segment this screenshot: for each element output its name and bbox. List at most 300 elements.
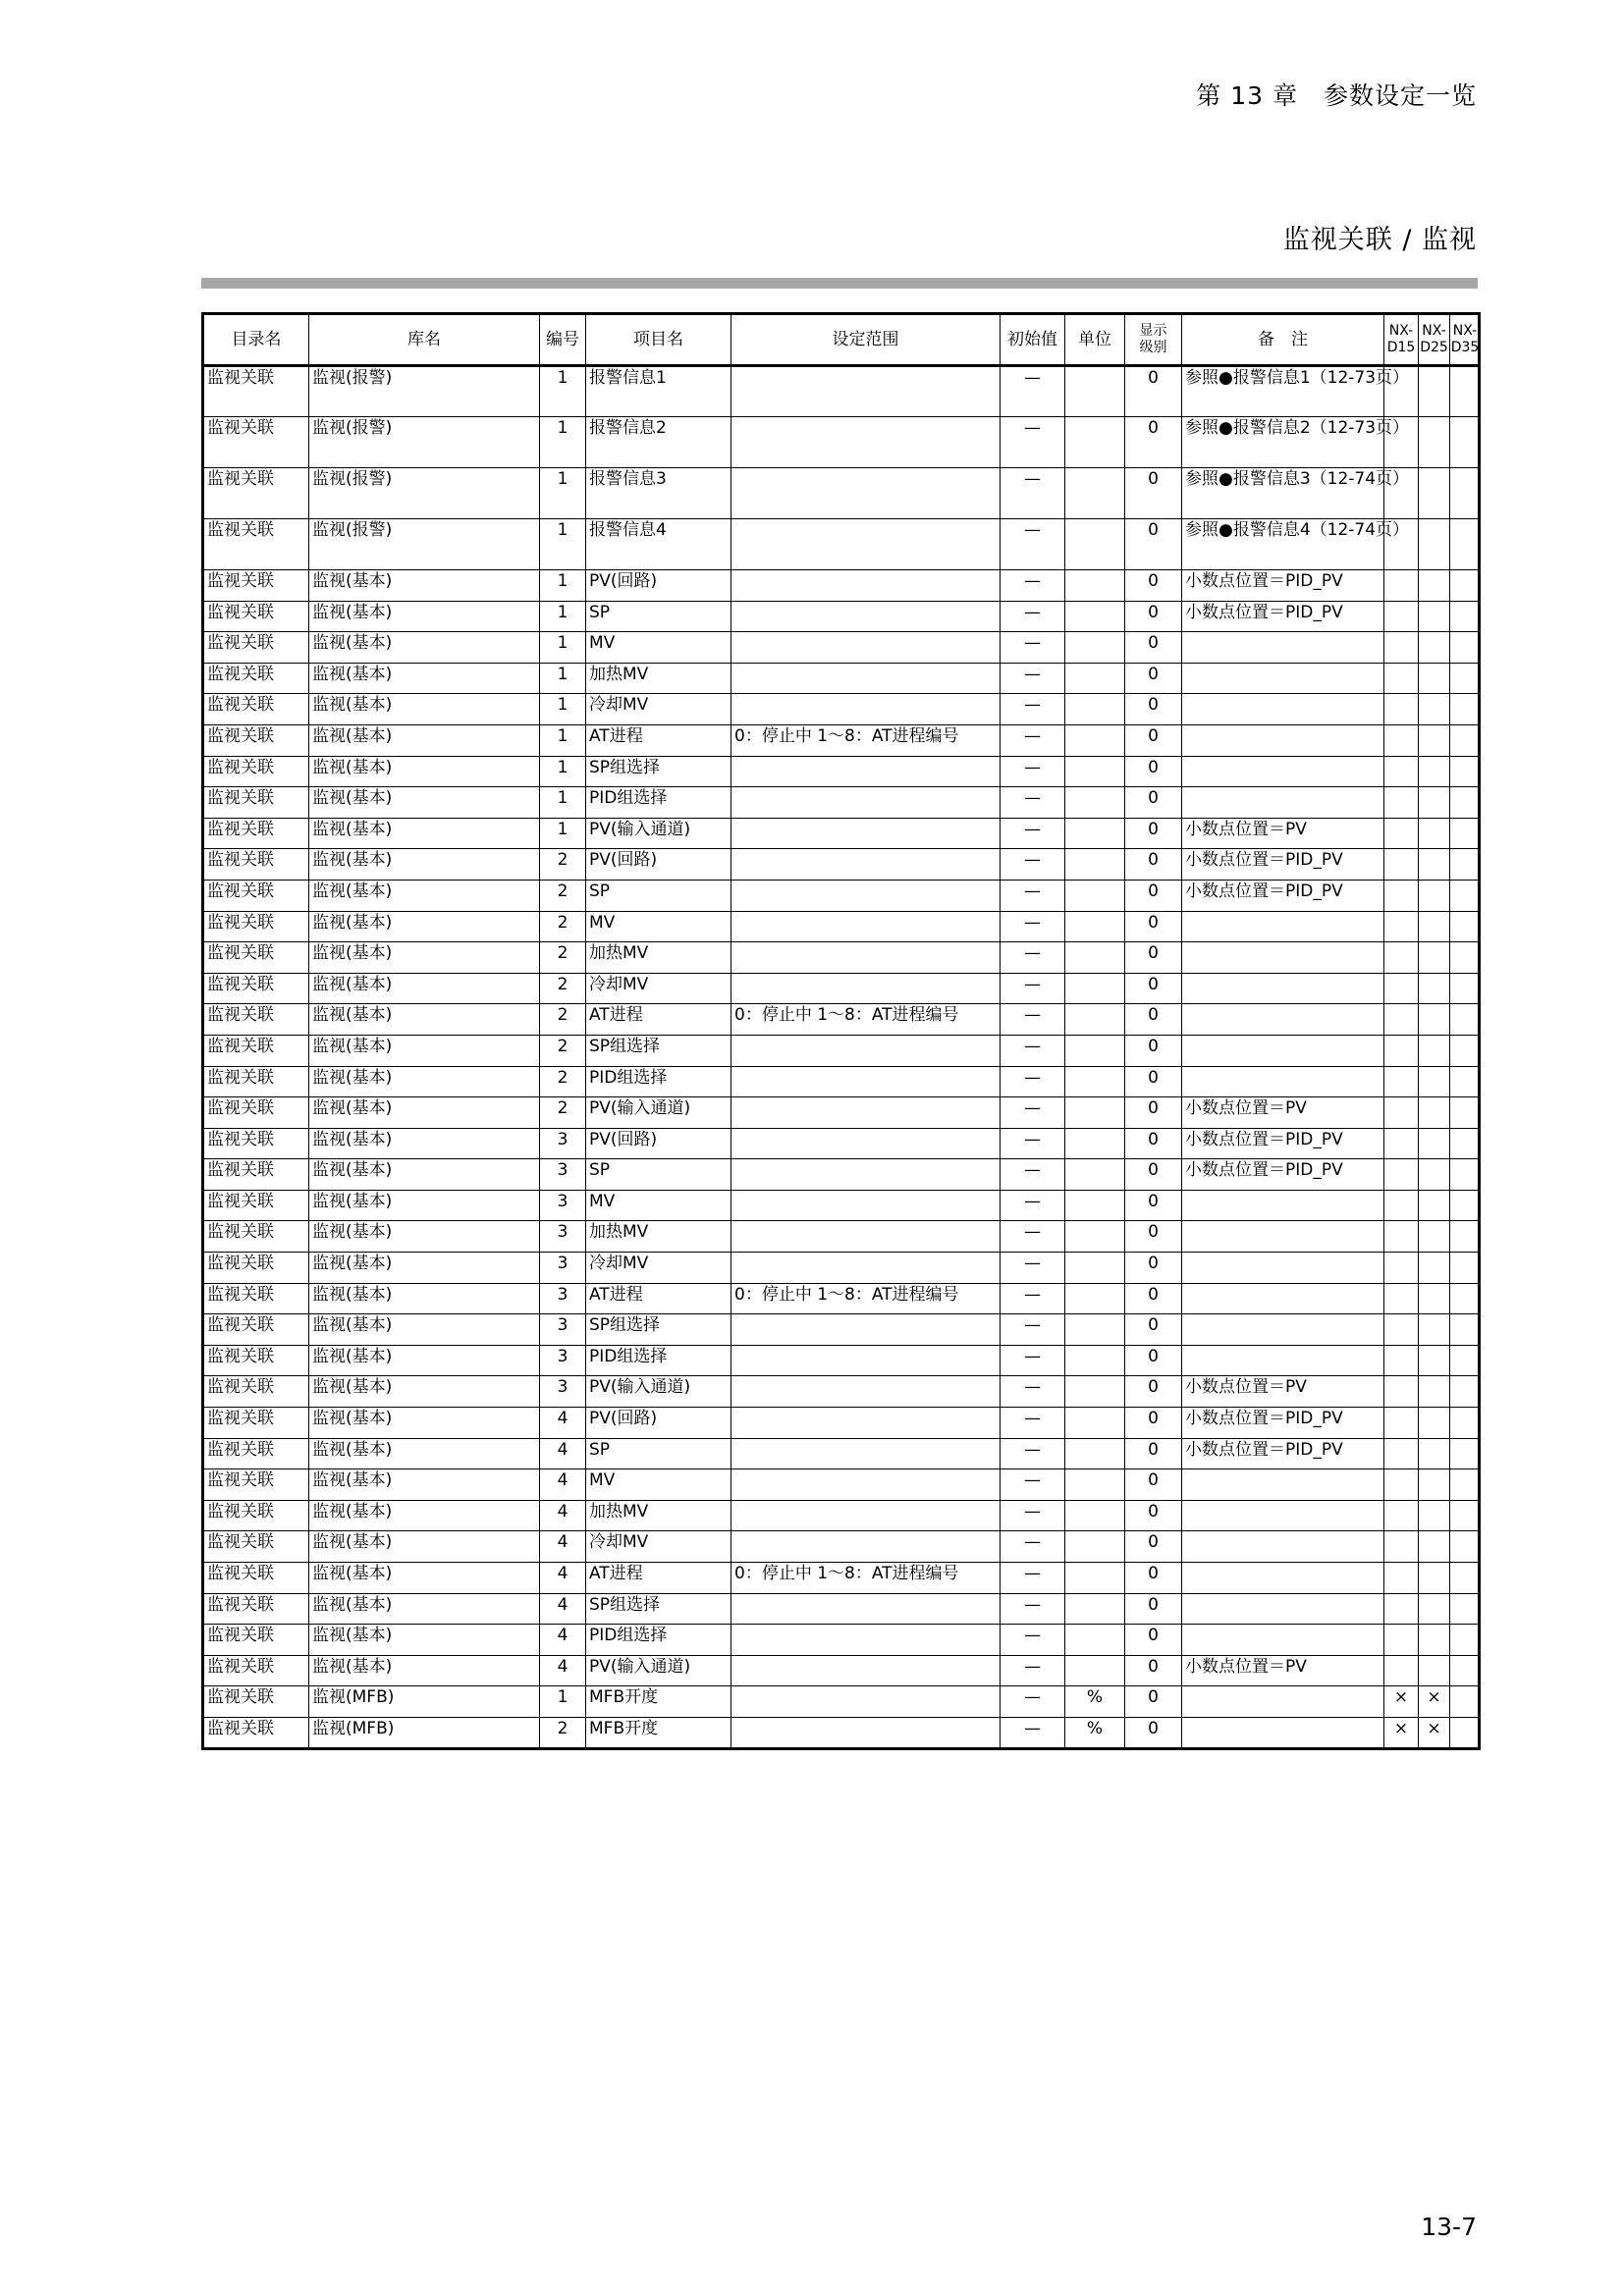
table-row	[203, 1376, 1480, 1408]
table-cell	[1065, 787, 1125, 819]
table-cell	[731, 1035, 1001, 1066]
table-cell: 监视(基本)	[309, 787, 540, 819]
table-row	[203, 1593, 1480, 1625]
table-cell	[1419, 366, 1450, 417]
table-cell	[1450, 694, 1480, 725]
table-cell	[1419, 1531, 1450, 1563]
table-cell	[1419, 1097, 1450, 1129]
table-cell: 0：停止中 1～8：AT进程编号	[731, 1563, 1001, 1594]
table-cell: 小数点位置＝PID_PV	[1182, 1128, 1384, 1159]
table-cell: 1	[540, 601, 586, 632]
table-cell	[1450, 1314, 1480, 1346]
table-cell: 监视(基本)	[309, 1159, 540, 1191]
table-cell: 报警信息3	[586, 468, 731, 519]
table-cell	[1065, 1345, 1125, 1376]
table-cell: 1	[540, 787, 586, 819]
table-cell: 0	[1125, 1593, 1182, 1625]
table-cell	[1419, 942, 1450, 974]
table-cell	[1450, 468, 1480, 519]
table-cell	[1065, 1438, 1125, 1469]
table-row	[203, 1314, 1480, 1346]
table-cell: 3	[540, 1376, 586, 1408]
table-cell: 0	[1125, 1376, 1182, 1408]
table-cell: 0	[1125, 519, 1182, 570]
table-cell	[1065, 911, 1125, 942]
table-cell: 2	[540, 942, 586, 974]
table-cell	[1182, 1035, 1384, 1066]
table-cell	[1450, 1686, 1480, 1718]
table-cell: —	[1001, 417, 1065, 468]
table-cell	[1419, 1408, 1450, 1439]
table-cell: —	[1001, 1221, 1065, 1253]
table-cell	[731, 1717, 1001, 1748]
table-cell: 监视(基本)	[309, 849, 540, 881]
table-cell: 监视(报警)	[309, 519, 540, 570]
table-cell	[731, 1469, 1001, 1501]
table-cell: 2	[540, 1004, 586, 1036]
table-cell: 监视(基本)	[309, 1376, 540, 1408]
table-cell	[1419, 911, 1450, 942]
table-cell: 监视(基本)	[309, 1531, 540, 1563]
table-cell: 0	[1125, 1097, 1182, 1129]
table-cell: 监视关联	[203, 1035, 309, 1066]
table-cell: 参照●报警信息2（12-73页）	[1182, 417, 1384, 468]
table-cell: PV(输入通道)	[586, 818, 731, 849]
table-cell	[1450, 1283, 1480, 1314]
table-cell: 监视关联	[203, 519, 309, 570]
table-cell	[1384, 601, 1419, 632]
table-cell	[1384, 973, 1419, 1004]
table-cell	[1450, 366, 1480, 417]
table-cell: PID组选择	[586, 787, 731, 819]
table-cell	[1450, 1345, 1480, 1376]
table-cell	[1450, 1717, 1480, 1748]
table-cell	[731, 1128, 1001, 1159]
table-cell	[1065, 632, 1125, 664]
table-cell: —	[1001, 1066, 1065, 1097]
table-cell	[1065, 417, 1125, 468]
table-cell: 0	[1125, 570, 1182, 602]
table-cell: 3	[540, 1190, 586, 1221]
col-header: 目录名	[203, 314, 309, 366]
table-cell	[731, 1438, 1001, 1469]
table-cell: PV(回路)	[586, 1128, 731, 1159]
table-cell	[1182, 1190, 1384, 1221]
table-cell: PV(回路)	[586, 1408, 731, 1439]
table-cell: 1	[540, 1686, 586, 1718]
table-cell: 0：停止中 1～8：AT进程编号	[731, 1283, 1001, 1314]
table-cell: 监视(报警)	[309, 417, 540, 468]
table-cell	[1182, 1314, 1384, 1346]
table-cell: 监视关联	[203, 417, 309, 468]
table-cell: —	[1001, 1438, 1065, 1469]
col-header: NX-D15	[1384, 314, 1419, 366]
table-cell	[1450, 1066, 1480, 1097]
table-cell: —	[1001, 1655, 1065, 1686]
header-divider	[201, 278, 1478, 289]
table-cell	[1065, 468, 1125, 519]
table-cell: 监视关联	[203, 756, 309, 787]
table-cell: 1	[540, 570, 586, 602]
table-cell	[1065, 1253, 1125, 1284]
table-cell: 小数点位置＝PID_PV	[1182, 570, 1384, 602]
table-cell	[731, 468, 1001, 519]
table-cell: ×	[1384, 1717, 1419, 1748]
table-cell	[1182, 911, 1384, 942]
table-cell: 监视(基本)	[309, 1283, 540, 1314]
table-cell: 0	[1125, 1408, 1182, 1439]
table-cell	[1182, 1593, 1384, 1625]
table-cell	[1450, 663, 1480, 694]
table-cell: SP	[586, 880, 731, 911]
table-cell: —	[1001, 1253, 1065, 1284]
table-cell: 0	[1125, 366, 1182, 417]
table-cell: 1	[540, 694, 586, 725]
table-cell: 监视(基本)	[309, 1655, 540, 1686]
table-cell: 监视关联	[203, 1004, 309, 1036]
table-cell	[1384, 663, 1419, 694]
table-cell: —	[1001, 942, 1065, 974]
table-cell	[731, 694, 1001, 725]
table-cell	[731, 1314, 1001, 1346]
table-cell: —	[1001, 1625, 1065, 1656]
table-cell: PV(回路)	[586, 570, 731, 602]
table-cell: 0	[1125, 1035, 1182, 1066]
table-cell: 4	[540, 1593, 586, 1625]
table-cell: 监视关联	[203, 1717, 309, 1748]
table-cell	[1450, 1004, 1480, 1036]
table-cell: 小数点位置＝PV	[1182, 1097, 1384, 1129]
table-cell: 监视关联	[203, 1221, 309, 1253]
table-cell	[1065, 1408, 1125, 1439]
table-cell	[1182, 1500, 1384, 1531]
table-cell	[1065, 1376, 1125, 1408]
table-header-row	[203, 314, 1480, 366]
table-cell: 小数点位置＝PV	[1182, 818, 1384, 849]
table-cell: 监视关联	[203, 1128, 309, 1159]
table-cell: 0	[1125, 849, 1182, 881]
table-cell	[1065, 519, 1125, 570]
table-cell: 0	[1125, 1190, 1182, 1221]
table-cell: %	[1065, 1686, 1125, 1718]
table-cell: 监视关联	[203, 1283, 309, 1314]
table-cell	[1384, 880, 1419, 911]
table-cell: 监视关联	[203, 1190, 309, 1221]
table-cell: MFB开度	[586, 1717, 731, 1748]
table-cell	[1384, 1283, 1419, 1314]
table-cell	[1065, 818, 1125, 849]
table-cell	[1384, 1035, 1419, 1066]
table-cell	[1065, 756, 1125, 787]
table-cell: 冷却MV	[586, 694, 731, 725]
table-cell: MV	[586, 1190, 731, 1221]
table-row	[203, 1035, 1480, 1066]
table-cell	[1450, 1253, 1480, 1284]
table-cell: SP	[586, 1159, 731, 1191]
table-cell: 1	[540, 468, 586, 519]
table-cell	[1450, 1190, 1480, 1221]
table-cell: 监视(基本)	[309, 1314, 540, 1346]
table-cell	[1419, 724, 1450, 756]
table-cell: 监视(基本)	[309, 1625, 540, 1656]
table-cell: AT进程	[586, 1283, 731, 1314]
table-cell	[1384, 1500, 1419, 1531]
table-cell: 监视关联	[203, 468, 309, 519]
table-cell	[731, 1500, 1001, 1531]
table-cell	[1419, 973, 1450, 1004]
table-cell: 4	[540, 1563, 586, 1594]
table-cell: PID组选择	[586, 1625, 731, 1656]
table-row	[203, 1283, 1480, 1314]
table-cell: 0：停止中 1～8：AT进程编号	[731, 1004, 1001, 1036]
table-cell: —	[1001, 1376, 1065, 1408]
table-cell: 冷却MV	[586, 973, 731, 1004]
table-cell: 报警信息2	[586, 417, 731, 468]
table-cell: —	[1001, 1469, 1065, 1501]
col-header: 编号	[540, 314, 586, 366]
table-cell	[1182, 942, 1384, 974]
table-cell: —	[1001, 694, 1065, 725]
table-cell	[1182, 1717, 1384, 1748]
table-row	[203, 366, 1480, 417]
table-cell: —	[1001, 570, 1065, 602]
table-cell: 1	[540, 632, 586, 664]
table-cell	[1450, 632, 1480, 664]
table-cell: —	[1001, 911, 1065, 942]
table-cell	[731, 973, 1001, 1004]
table-cell	[1384, 1128, 1419, 1159]
table-cell: 监视关联	[203, 1686, 309, 1718]
table-cell: 0	[1125, 1438, 1182, 1469]
table-cell	[731, 601, 1001, 632]
table-cell: 监视关联	[203, 1593, 309, 1625]
table-cell	[1065, 942, 1125, 974]
table-cell: 监视(基本)	[309, 694, 540, 725]
table-cell: —	[1001, 973, 1065, 1004]
col-header: 单位	[1065, 314, 1125, 366]
table-cell: 监视关联	[203, 1066, 309, 1097]
table-cell: 监视关联	[203, 632, 309, 664]
table-row	[203, 1625, 1480, 1656]
table-cell	[1384, 724, 1419, 756]
table-cell	[1182, 756, 1384, 787]
table-cell: 监视(MFB)	[309, 1686, 540, 1718]
table-cell	[1384, 1345, 1419, 1376]
table-cell: 0	[1125, 1500, 1182, 1531]
table-row	[203, 942, 1480, 974]
table-cell	[1450, 1408, 1480, 1439]
table-cell	[731, 1345, 1001, 1376]
table-cell	[1384, 1593, 1419, 1625]
table-cell: 监视关联	[203, 1655, 309, 1686]
table-cell: 0	[1125, 1563, 1182, 1594]
table-cell	[731, 787, 1001, 819]
table-cell	[1384, 849, 1419, 881]
table-row	[203, 756, 1480, 787]
table-cell: 4	[540, 1469, 586, 1501]
table-cell: 4	[540, 1625, 586, 1656]
table-cell	[731, 849, 1001, 881]
table-cell: —	[1001, 632, 1065, 664]
table-cell	[1384, 1625, 1419, 1656]
table-cell	[1182, 1004, 1384, 1036]
table-cell	[1419, 663, 1450, 694]
table-cell	[731, 1190, 1001, 1221]
table-cell	[1182, 1563, 1384, 1594]
table-cell: 1	[540, 417, 586, 468]
table-cell: —	[1001, 366, 1065, 417]
table-cell	[1065, 1128, 1125, 1159]
table-cell: 0	[1125, 973, 1182, 1004]
table-cell	[1450, 1438, 1480, 1469]
table-cell	[1182, 1283, 1384, 1314]
table-cell: 监视(基本)	[309, 818, 540, 849]
table-cell	[731, 1097, 1001, 1129]
table-cell: 监视关联	[203, 1345, 309, 1376]
table-row	[203, 1469, 1480, 1501]
table-cell	[1450, 911, 1480, 942]
table-cell	[1419, 417, 1450, 468]
table-cell	[731, 1221, 1001, 1253]
table-cell: 小数点位置＝PID_PV	[1182, 601, 1384, 632]
table-cell: —	[1001, 1035, 1065, 1066]
table-cell	[1419, 1314, 1450, 1346]
table-cell: 0	[1125, 1066, 1182, 1097]
table-cell: 监视关联	[203, 880, 309, 911]
table-cell	[1419, 849, 1450, 881]
table-cell	[1065, 1190, 1125, 1221]
table-cell: 监视关联	[203, 1159, 309, 1191]
table-cell	[1450, 1593, 1480, 1625]
table-cell	[1419, 1345, 1450, 1376]
table-cell	[1182, 632, 1384, 664]
table-cell: 参照●报警信息1（12-73页）	[1182, 366, 1384, 417]
table-row	[203, 1655, 1480, 1686]
table-cell	[1065, 1066, 1125, 1097]
table-cell	[1384, 942, 1419, 974]
table-cell	[1384, 911, 1419, 942]
table-cell: 监视(基本)	[309, 1438, 540, 1469]
table-cell	[1182, 1531, 1384, 1563]
table-cell: 4	[540, 1408, 586, 1439]
table-cell: 0	[1125, 1469, 1182, 1501]
table-cell	[1450, 849, 1480, 881]
table-cell	[1450, 417, 1480, 468]
table-row	[203, 1004, 1480, 1036]
table-row	[203, 1097, 1480, 1129]
table-cell	[731, 1531, 1001, 1563]
table-cell: 1	[540, 519, 586, 570]
table-cell	[1384, 1221, 1419, 1253]
table-cell: 监视(MFB)	[309, 1717, 540, 1748]
table-cell: 冷却MV	[586, 1531, 731, 1563]
table-row	[203, 1066, 1480, 1097]
table-cell	[1419, 570, 1450, 602]
table-cell: MFB开度	[586, 1686, 731, 1718]
chapter-title: 第 13 章 参数设定一览	[1196, 81, 1477, 110]
table-cell	[731, 1625, 1001, 1656]
table-cell	[1450, 818, 1480, 849]
table-cell	[731, 417, 1001, 468]
table-cell	[1419, 468, 1450, 519]
table-cell	[1384, 1531, 1419, 1563]
table-cell	[1065, 1655, 1125, 1686]
table-cell: 监视(基本)	[309, 1221, 540, 1253]
table-cell	[1419, 756, 1450, 787]
table-cell: 0	[1125, 1221, 1182, 1253]
table-cell	[1182, 787, 1384, 819]
table-cell	[1182, 1469, 1384, 1501]
table-cell	[1384, 1190, 1419, 1221]
table-cell	[1065, 1531, 1125, 1563]
table-cell	[1419, 1190, 1450, 1221]
table-cell: —	[1001, 1563, 1065, 1594]
table-cell: SP组选择	[586, 756, 731, 787]
table-cell: 监视(基本)	[309, 880, 540, 911]
table-cell	[1419, 1128, 1450, 1159]
table-cell	[1450, 880, 1480, 911]
table-cell: 1	[540, 818, 586, 849]
table-cell: 监视关联	[203, 849, 309, 881]
table-cell: 监视关联	[203, 942, 309, 974]
table-row	[203, 1500, 1480, 1531]
table-cell: 2	[540, 1066, 586, 1097]
table-cell: 2	[540, 1097, 586, 1129]
table-cell	[1384, 570, 1419, 602]
table-cell	[1419, 1376, 1450, 1408]
table-cell	[1419, 1221, 1450, 1253]
table-row	[203, 1438, 1480, 1469]
table-cell	[1384, 1438, 1419, 1469]
table-cell: 3	[540, 1283, 586, 1314]
table-row	[203, 694, 1480, 725]
table-cell: 0	[1125, 818, 1182, 849]
table-cell: ×	[1419, 1686, 1450, 1718]
table-cell	[1450, 724, 1480, 756]
table-cell	[1182, 973, 1384, 1004]
table-cell	[1182, 663, 1384, 694]
table-cell	[1384, 1066, 1419, 1097]
table-row	[203, 663, 1480, 694]
table-cell: —	[1001, 663, 1065, 694]
table-cell	[1065, 724, 1125, 756]
table-cell: 0	[1125, 1159, 1182, 1191]
table-cell: —	[1001, 1593, 1065, 1625]
table-cell	[1419, 787, 1450, 819]
table-cell	[1450, 1376, 1480, 1408]
table-cell	[1384, 1314, 1419, 1346]
table-cell	[1384, 1159, 1419, 1191]
table-cell: 监视关联	[203, 1253, 309, 1284]
table-cell	[1450, 1035, 1480, 1066]
table-cell	[1182, 1066, 1384, 1097]
table-row	[203, 1221, 1480, 1253]
table-cell	[1384, 1563, 1419, 1594]
table-cell	[1419, 1500, 1450, 1531]
table-cell	[1450, 1097, 1480, 1129]
table-cell	[731, 1655, 1001, 1686]
table-cell: —	[1001, 756, 1065, 787]
table-cell: 监视(基本)	[309, 1408, 540, 1439]
table-cell: 监视(基本)	[309, 724, 540, 756]
table-cell	[1384, 1004, 1419, 1036]
table-cell: 0	[1125, 1128, 1182, 1159]
table-cell	[1419, 1438, 1450, 1469]
table-cell	[1065, 1004, 1125, 1036]
table-cell: 监视关联	[203, 973, 309, 1004]
table-cell: 0	[1125, 417, 1182, 468]
table-cell: 0	[1125, 1004, 1182, 1036]
